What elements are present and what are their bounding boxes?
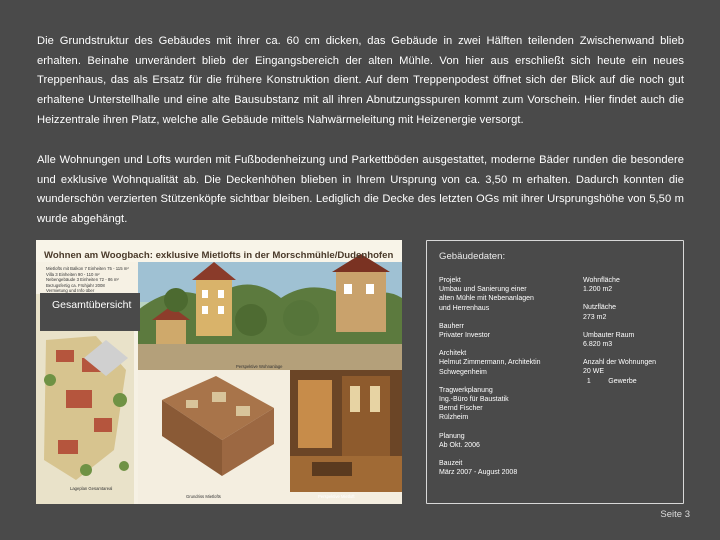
page-number: Seite 3 — [660, 509, 690, 520]
data-group-planung: Planung Ab Okt. 2006 — [439, 432, 480, 449]
caption-perspektive-mietloft: Perspektive Mietloft — [318, 494, 355, 499]
overlay-label-box — [40, 293, 136, 331]
data-group-wohnflaeche: Wohnfläche 1.200 m2 — [583, 277, 620, 294]
caption-perspektive-wohnanlage: Perspektive Wohnanlage — [236, 364, 283, 369]
building-data-right-column — [583, 276, 656, 395]
data-group-nutzflaeche: Nutzfläche 273 m2 — [583, 304, 617, 321]
caption-lageplan: Lageplan Gesamtareal — [70, 486, 113, 491]
data-group-architekt: Architekt Helmut Zimmermann, Architektin Schwegenheim — [439, 350, 541, 376]
data-group-anzahl-wohnungen: Anzahl der Wohnungen 20 WE 1 Gewerbe — [583, 359, 657, 385]
building-data-left-column — [439, 276, 541, 486]
gesamtuebersicht-label: Gesamtübersicht — [40, 293, 140, 331]
poster-image — [36, 240, 402, 504]
data-group-tragwerkplanung: Tragwerkplanung Ing.-Büro für Baustatik Bernd Fischer Rülzheim — [439, 386, 509, 422]
data-group-bauzeit: Bauzeit März 2007 - August 2008 — [439, 460, 518, 477]
poster-title: Wohnen am Woogbach: exklusive Mietlofts in der Morschmühle/Dudenhofen — [44, 250, 394, 261]
building-data-title: Gebäudedaten: — [439, 251, 506, 262]
poster-info: Mietlofts mit Balkon 7 Einheiten 75 - 115 m² Villa 3 Einheiten 90 - 110 m² Nebengebäude 3 Einheiten 72 - 86 m² Bezugsfertig ca. Frühjahr 2008 Vermietung und Info über — [46, 266, 129, 294]
paragraph-grundstruktur: Die Grundstruktur des Gebäudes mit ihrer ca. 60 cm dicken, das Gebäude in zwei Hälften teilenden Zwischenwand blieb erhalten. Beinahe unverändert blieb der Eingangsbereich der alten Mühle. Von hier aus erschließt sich heute ein neues Treppenhaus, das als Ersatz für die frühere Konstruktion dient. Auf dem Treppenpodest öffnet sich der Blick auf die noch gut erhaltene Unterstellhalle und eine alte Bausubstanz mit all ihren Abnutzungsspuren kommt zum Vorschein. Hier findet auch die Heizzentrale ihren Platz, welche alle Gebäude mittels Nahwärmeleitung mit Heizenergie versorgt. — [37, 35, 684, 126]
paragraph-ausstattung: Alle Wohnungen und Lofts wurden mit Fußbodenheizung und Parkettböden ausgestattet, moderne Bäder runden die besondere und exklusive Wohnqualität ab. Die Deckenhöhen blieben in Ihrem Ursprung von ca. 3,50 m erhalten. Dadurch konnten die wunderschön verzierten Stützenköpfe sichtbar bleiben. Lediglich die Decke des letzten OGs mit ihrer Ursprungshöhe von 5,50 m wurde abgehängt. — [37, 154, 684, 226]
data-group-bauherr: Bauherr Privater Investor — [439, 322, 490, 340]
data-group-projekt: Projekt Umbau und Sanierung einer alten Mühle mit Nebenanlagen und Herrenhaus — [439, 277, 534, 312]
data-group-umbauter-raum: Umbauter Raum 6.820 m3 — [583, 331, 635, 349]
caption-grundriss: Grundriss Mietlofts — [186, 494, 221, 499]
